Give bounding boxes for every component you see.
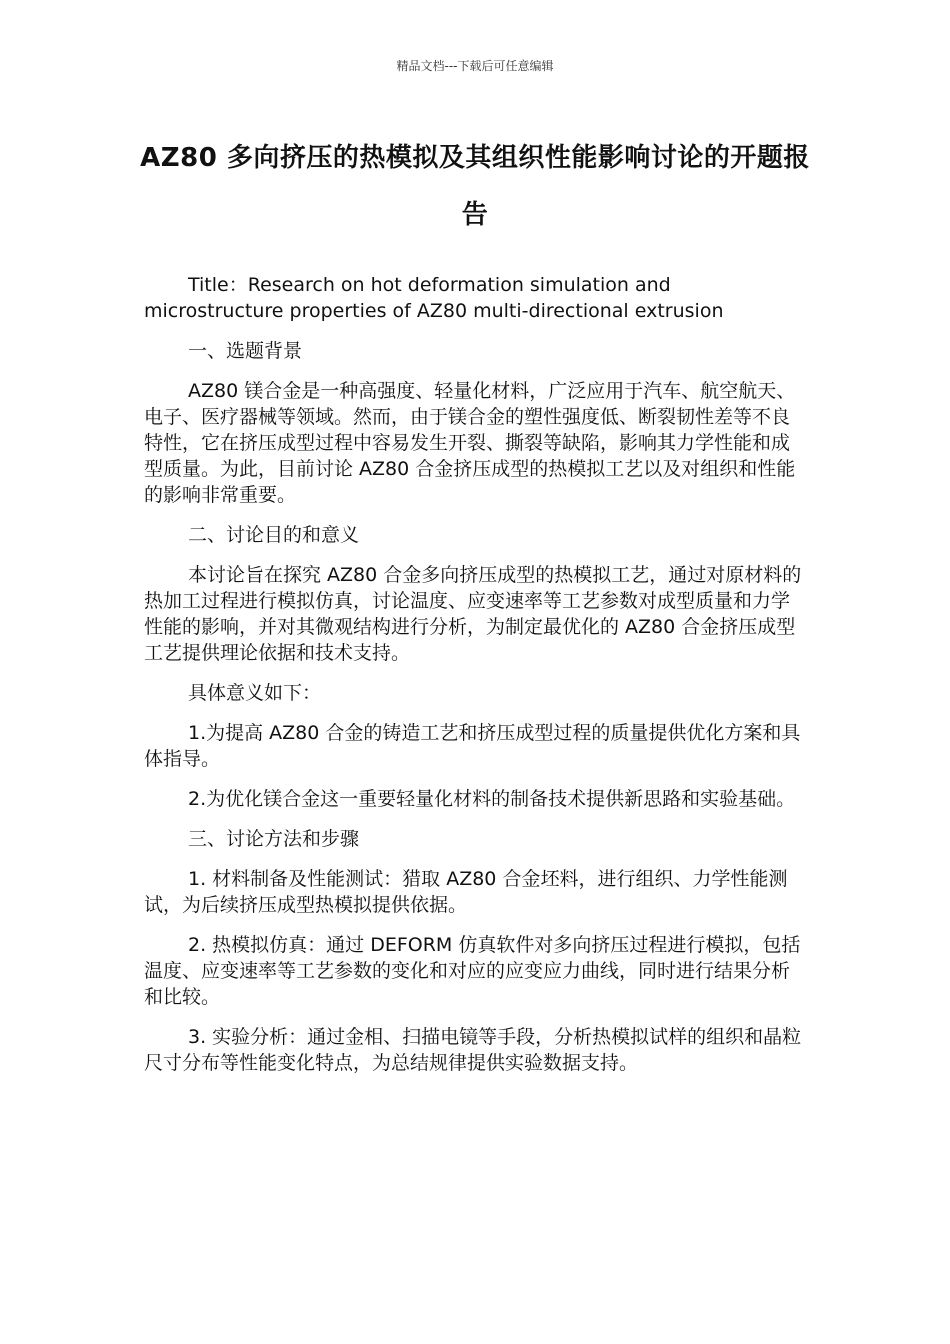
page-header: 精品文档---下载后可任意编辑 [396,59,554,73]
purpose-paragraph: 本讨论旨在探究 AZ80 合金多向挤压成型的热模拟工艺，通过对原材料的热加工过程进行模拟仿真，讨论温度、应变速率等工艺参数对成型质量和力学性能的影响，并对其微观结构进行分析，为制定最优化的 AZ80 合金挤压成型工艺提供理论依据和技术支持。 [144,564,802,664]
method-step-1: 1. 材料制备及性能测试：猎取 AZ80 合金坯料，进行组织、力学性能测试，为后续挤压成型热模拟提供依据。 [144,868,788,916]
method-step-2: 2. 热模拟仿真：通过 DEFORM 仿真软件对多向挤压过程进行模拟，包括温度、应变速率等工艺参数的变化和对应的应变应力曲线，同时进行结果分析和比较。 [144,934,801,1008]
method-step-3: 3. 实验分析：通过金相、扫描电镜等手段，分析热模拟试样的组织和晶粒尺寸分布等性能变化特点，为总结规律提供实验数据支持。 [144,1026,802,1074]
significance-intro: 具体意义如下： [188,682,322,704]
document-title: AZ80 多向挤压的热模拟及其组织性能影响讨论的开题报告 [140,143,810,230]
section-heading-methods: 三、讨论方法和步骤 [188,828,360,850]
section-heading-purpose: 二、讨论目的和意义 [188,524,360,546]
significance-item-1: 1.为提高 AZ80 合金的铸造工艺和挤压成型过程的质量提供优化方案和具体指导。 [144,722,801,770]
significance-item-2: 2.为优化镁合金这一重要轻量化材料的制备技术提供新思路和实验基础。 [188,788,796,810]
section-heading-background: 一、选题背景 [188,340,303,362]
document-body [144,272,804,1090]
background-paragraph: AZ80 镁合金是一种高强度、轻量化材料，广泛应用于汽车、航空航天、电子、医疗器械等领域。然而，由于镁合金的塑性强度低、断裂韧性差等不良特性，它在挤压成型过程中容易发生开裂、撕裂等缺陷，影响其力学性能和成型质量。为此，目前讨论 AZ80 合金挤压成型的热模拟工艺以及对组织和性能的影响非常重要。 [144,380,796,506]
english-title-paragraph: Title：Research on hot deformation simulation and microstructure properties of AZ80 multi-directional extrusion [144,274,724,322]
